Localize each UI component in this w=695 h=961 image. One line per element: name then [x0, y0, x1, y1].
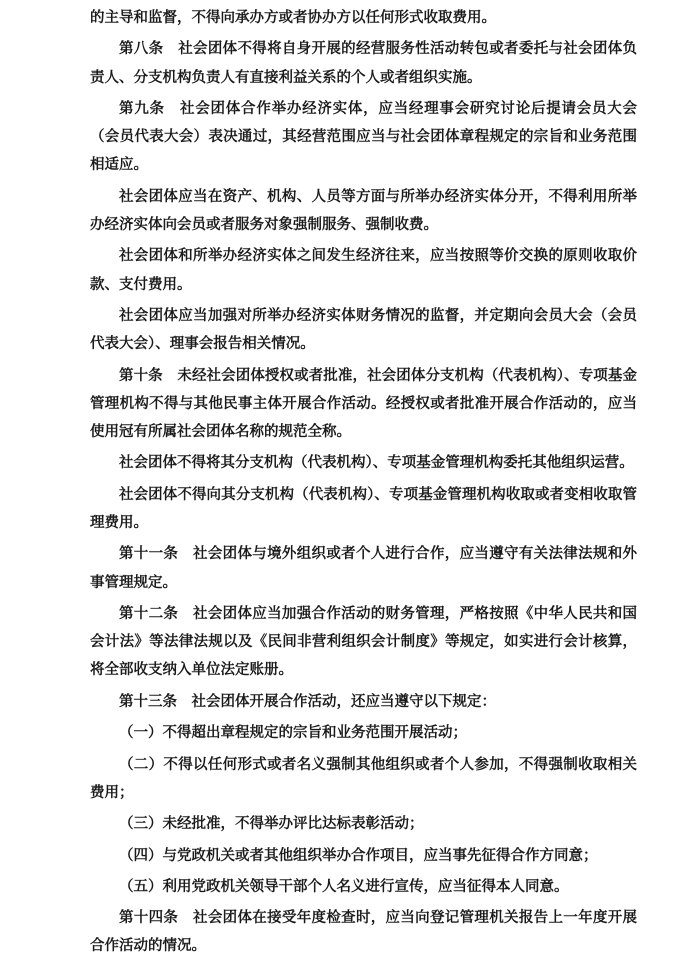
article-9-paragraph-4: 社会团体应当加强对所举办经济实体财务情况的监督，并定期向会员大会（会员代表大会）、理事会报告相关情况。 [90, 306, 637, 353]
article-9-paragraph-3: 社会团体和所举办经济实体之间发生经济往来，应当按照等价交换的原则收取价款、支付费用。 [90, 247, 637, 293]
article-9: 第九条 社会团体合作举办经济实体，应当经理事会研究讨论后提请会员大会（会员代表大会）表决通过，其经营范围应当与社会团体章程规定的宗旨和业务范围相适应。 [90, 99, 637, 174]
article-13: 第十三条 社会团体开展合作活动，还应当遵守以下规定： [119, 692, 496, 710]
article-11: 第十一条 社会团体与境外组织或者个人进行合作，应当遵守有关法律法规和外事管理规定。 [90, 545, 637, 591]
article-10-paragraph-2: 社会团体不得将其分支机构（代表机构）、专项基金管理机构委托其他组织运营。 [119, 454, 634, 472]
article-10-paragraph-3: 社会团体不得向其分支机构（代表机构）、专项基金管理机构收取或者变相收取管理费用。 [90, 485, 637, 531]
paragraph-continuation: 的主导和监督，不得向承办方或者协办方以任何形式收取费用。 [90, 9, 496, 26]
article-13-item-4: （四）与党政机关或者其他组织举办合作项目，应当事先征得合作方同意； [119, 846, 598, 864]
article-8: 第八条 社会团体不得将自身开展的经营服务性活动转包或者委托与社会团体负责人、分支机构负责人有直接利益关系的个人或者组织实施。 [90, 40, 637, 86]
article-13-item-2: （二）不得以任何形式或者名义强制其他组织或者个人参加，不得强制收取相关费用； [90, 755, 637, 801]
article-13-item-5: （五）利用党政机关领导干部个人名义进行宣传，应当征得本人同意。 [119, 877, 569, 895]
article-13-item-3: （三）未经批准，不得举办评比达标表彰活动； [119, 815, 424, 833]
article-12: 第十二条 社会团体应当加强合作活动的财务管理，严格按照《中华人民共和国会计法》等法律法规以及《民间非营利组织会计制度》等规定，如实进行会计核算，将全部收支纳入单位法定账册。 [90, 604, 637, 679]
article-14: 第十四条 社会团体在接受年度检查时，应当向登记管理机关报告上一年度开展合作活动的情况。 [90, 909, 637, 955]
article-13-item-1: （一）不得超出章程规定的宗旨和业务范围开展活动； [119, 724, 467, 742]
article-9-paragraph-2: 社会团体应当在资产、机构、人员等方面与所举办经济实体分开，不得利用所举办经济实体向会员或者服务对象强制服务、强制收费。 [90, 187, 637, 233]
article-10: 第十条 未经社会团体授权或者批准，社会团体分支机构（代表机构）、专项基金管理机构不得与其他民事主体开展合作活动。经授权或者批准开展合作活动的，应当使用冠有所属社会团体名称的规范全称。 [90, 366, 637, 440]
